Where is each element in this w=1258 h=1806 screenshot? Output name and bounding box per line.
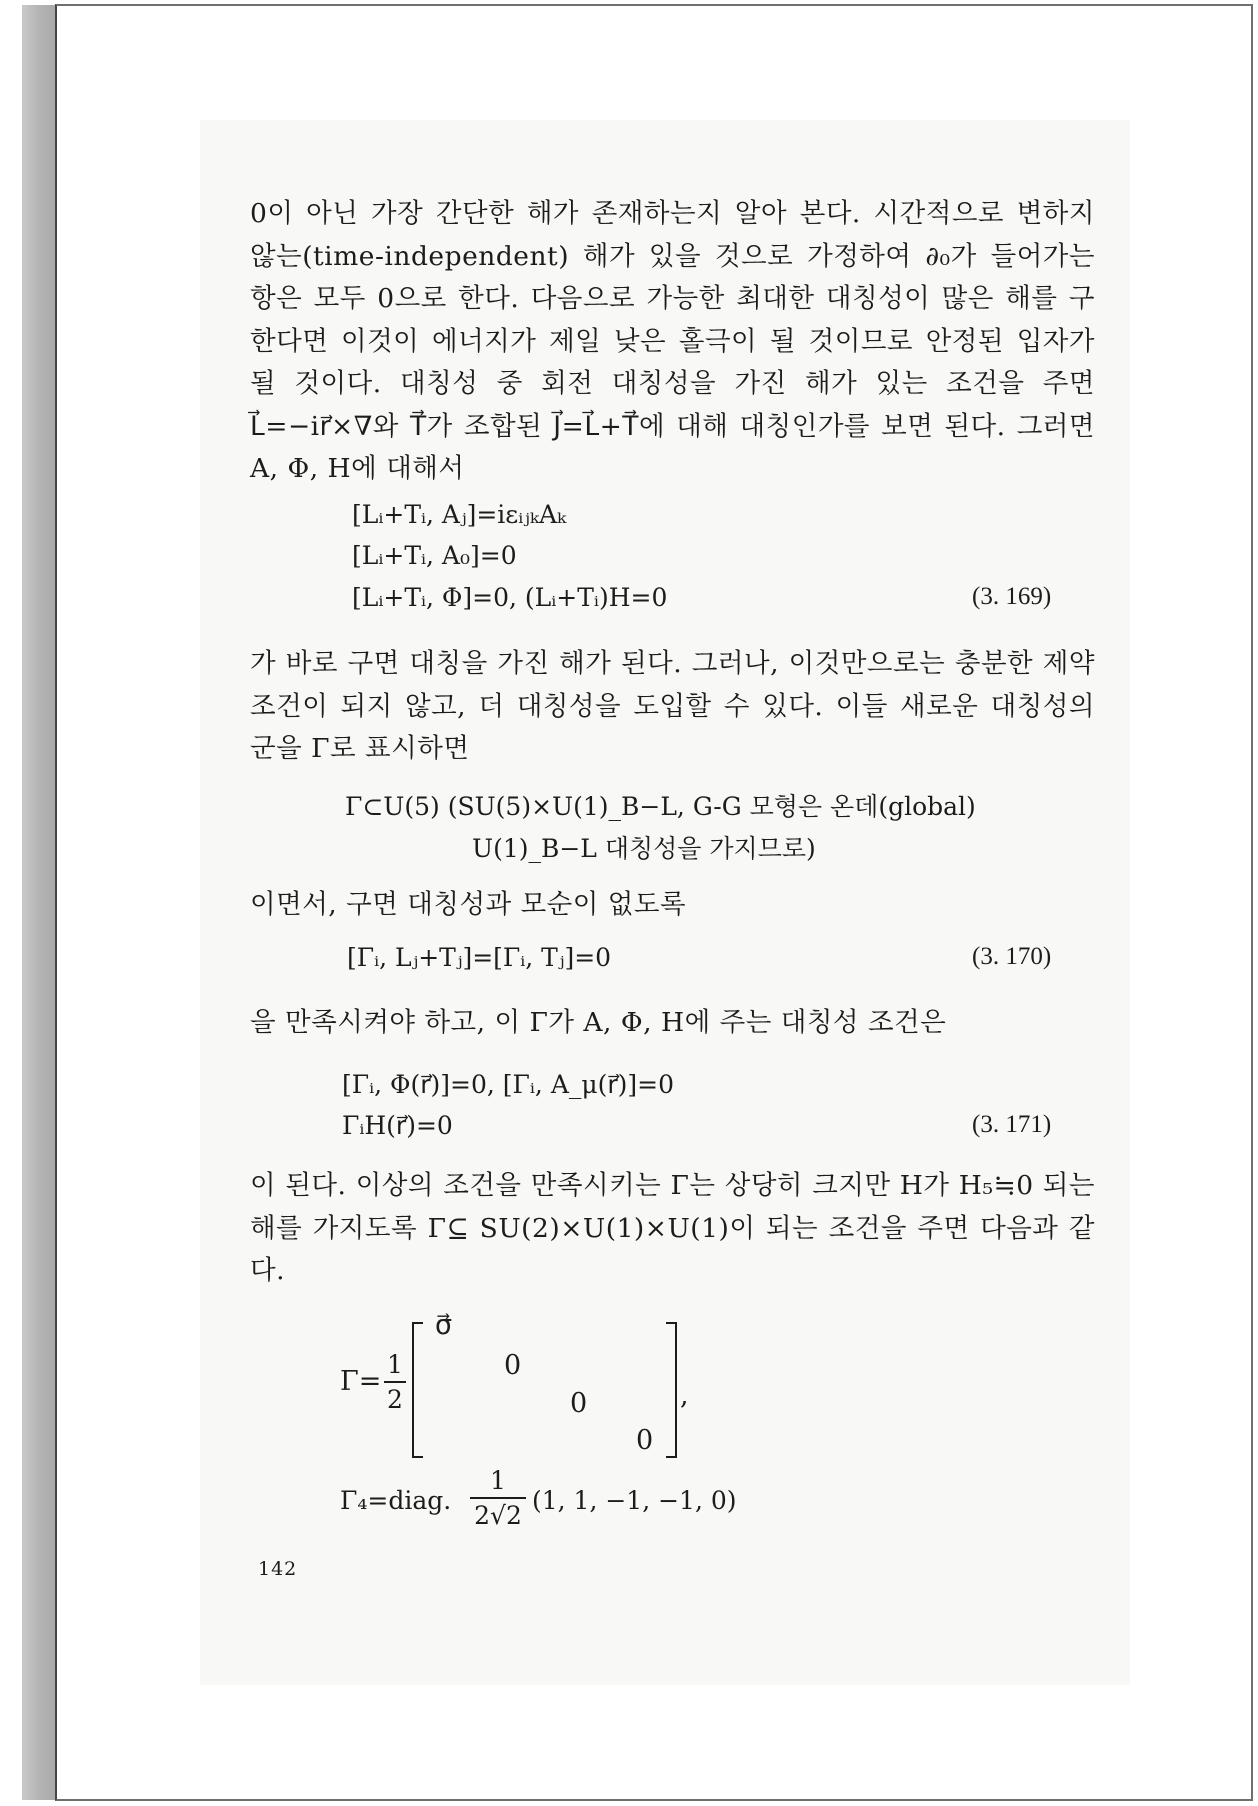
- gamma4-fraction-denominator: 2√2: [474, 1501, 522, 1530]
- equation-3-169-line-1: [Lᵢ+Tᵢ, Aⱼ]=iεᵢⱼₖAₖ: [352, 500, 567, 529]
- matrix-fraction: [384, 1350, 406, 1414]
- book-spine-edge: [22, 5, 56, 1800]
- gamma4-lhs: Γ₄=diag.: [340, 1486, 452, 1515]
- matrix-entry-sigma: σ⃗: [435, 1310, 453, 1341]
- paragraph-intro: 0이 아닌 가장 간단한 해가 존재하는지 알아 본다. 시간적으로 변하지 않는(time-independent) 해가 있을 것으로 가정하여 ∂₀가 들어가는 항은 모두 0으로 한다. 다음으로 가능한 최대한 대칭성이 많은 해를 구한다면 이것이 에너지가 제일 낮은 홀극이 될 것이므로 안정된 입자가 될 것이다. 대칭성 중 회전 대칭성을 가진 해가 있는 조건을 주면 L⃗=−ir⃗×∇와 T⃗가 조합된 J⃗=L⃗+T⃗에 대해 대칭인가를 보면 된다. 그러면 A, Φ, H에 대해서: [250, 198, 1095, 484]
- matrix-fraction-denominator: 2: [387, 1385, 403, 1414]
- equation-number-3-169: (3. 169): [972, 583, 1052, 610]
- matrix-fraction-numerator: 1: [387, 1350, 403, 1379]
- equation-number-3-170: (3. 170): [972, 943, 1052, 970]
- group-inclusion-line-2: U(1)_B−L 대칭성을 가지므로): [472, 834, 816, 863]
- group-inclusion-line-1: Γ⊂U(5) (SU(5)×U(1)_B−L, G-G 모형은 온데(global): [345, 792, 976, 821]
- matrix-right-bracket: [666, 1322, 677, 1458]
- matrix-trailing-comma: ,: [680, 1380, 689, 1411]
- gamma4-rhs: (1, 1, −1, −1, 0): [532, 1486, 737, 1515]
- page-number: 142: [258, 1558, 298, 1580]
- matrix-entry-zero-1: 0: [504, 1350, 522, 1381]
- paragraph-symmetry-group: 가 바로 구면 대칭을 가진 해가 된다. 그러나, 이것만으로는 충분한 제약 조건이 되지 않고, 더 대칭성을 도입할 수 있다. 이들 새로운 대칭성의 군을 Γ로 표시하면: [250, 648, 1095, 764]
- matrix-lhs: Γ=: [340, 1366, 382, 1397]
- equation-3-169-line-3: [Lᵢ+Tᵢ, Φ]=0, (Lᵢ+Tᵢ)H=0: [352, 583, 668, 612]
- equation-3-171-line-1: [Γᵢ, Φ(r⃗)]=0, [Γᵢ, A_μ(r⃗)]=0: [342, 1070, 675, 1099]
- equation-number-3-171: (3. 171): [972, 1111, 1052, 1138]
- paragraph-spherical-consistency: 이면서, 구면 대칭성과 모순이 없도록: [250, 889, 687, 920]
- matrix-entry-zero-3: 0: [636, 1425, 654, 1456]
- equation-3-171-line-2: ΓᵢH(r⃗)=0: [342, 1111, 453, 1140]
- matrix-left-bracket: [412, 1322, 423, 1458]
- gamma4-fraction-numerator: 1: [490, 1466, 506, 1495]
- paragraph-condition: 을 만족시켜야 하고, 이 Γ가 A, Φ, H에 주는 대칭성 조건은: [250, 1007, 947, 1038]
- matrix-entry-zero-2: 0: [570, 1388, 588, 1419]
- equation-3-170: [Γᵢ, Lⱼ+Tⱼ]=[Γᵢ, Tⱼ]=0: [347, 943, 612, 972]
- gamma4-fraction: [470, 1466, 526, 1530]
- equation-3-169-line-2: [Lᵢ+Tᵢ, A₀]=0: [352, 541, 517, 570]
- gamma-matrix-equation: [340, 1310, 689, 1460]
- paragraph-conclusion: 이 된다. 이상의 조건을 만족시키는 Γ는 상당히 크지만 H가 H₅≒0 되는 해를 가지도록 Γ⊆ SU(2)×U(1)×U(1)이 되는 조건을 주면 다음과 같다.: [250, 1170, 1095, 1286]
